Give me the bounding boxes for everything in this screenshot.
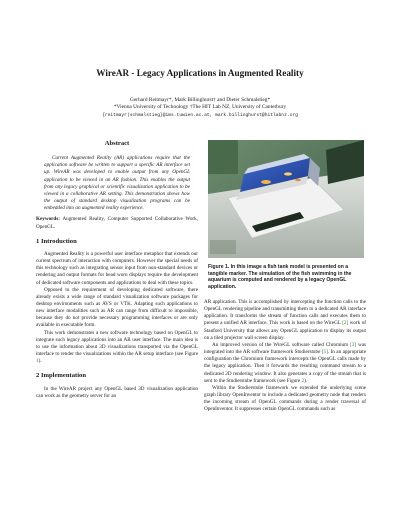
keywords <box>36 216 198 230</box>
intro-paragraph-3-end: ). <box>38 358 42 365</box>
right-paragraph-2-text: An improved version of the WireGL software called Chromium <box>212 341 351 348</box>
section-heading-implementation: 2 Implementation <box>36 372 87 380</box>
author-block <box>0 97 400 119</box>
right-paragraph-2-mid: was integrated into the AR software framework Studierstube <box>204 341 367 356</box>
wall-shadow <box>208 140 238 174</box>
left-column <box>36 140 198 400</box>
citation-3-link[interactable]: [3] <box>350 341 357 348</box>
figure-1-reference-link[interactable]: 1 <box>36 358 39 365</box>
right-paragraph-2 <box>204 342 366 385</box>
intro-paragraph-2: Opposed to the requirement of developing dedicated software, there already exists a wide range of standard visualization software packages for desktop environments such as AVS or VTK. Adapting such applications to new interface modalities such as AR can range from difficult to impossible, because they do not provide necessary programming interfaces or are only available in executable form. <box>36 286 198 329</box>
section-heading-introduction: 1 Introduction <box>36 237 77 245</box>
intro-paragraph-1: Augmented Reality is a powerful user interface metaphor that extends our current spectrum of interaction with computers. However the special needs of this technology such as integrating sensor input from non-standard devices or rendering and output formats for head worn displays require the development of dedicated software components and applications to deal with these topics. <box>36 250 198 286</box>
right-paragraph-1-end: work of Stanford University that allows any OpenGL application to display its output on a tiled projector wall screen display. <box>204 320 367 341</box>
citation-5-link[interactable]: [5] <box>321 349 328 356</box>
abstract-heading: Abstract <box>104 140 130 147</box>
right-paragraph-3: Within the Studierstube framework we extended the underlying scene graph library OpenInventor to include a dedicated geometry node that renders the incoming stream of OpenGL commands during a render traversal of OpenInventor. It suppresses certain OpenGL commands such as <box>204 384 366 413</box>
table-corner-shade <box>210 240 236 254</box>
right-paragraph-1 <box>204 299 366 342</box>
fish-shape-2 <box>284 172 292 175</box>
implementation-paragraph-1: In the WireAR project any OpenGL based 3D visualization application can work as the geometry server for an <box>36 385 198 399</box>
paper-title: WireAR - Legacy Applications in Augmented Reality <box>96 68 304 78</box>
keywords-label: Keywords: <box>36 216 60 223</box>
figure-2-reference-link[interactable]: 2 <box>301 377 305 384</box>
right-paragraph-2-after: . In an appropriate configuration the Chromium framework intercepts the OpenGL calls made by the legacy application. Then it forwards the resulting command stream to a dedicated 2D rendering window. It also generates a copy of the stream that is sent to the Studierstube framework (see Figure <box>204 349 366 384</box>
intro-paragraph-3 <box>36 330 198 366</box>
keywords-text: Augmented Reality, Computer Supported Collaborative Work, OpenGL. <box>36 216 198 230</box>
authors-line: Gerhard Reitmayr*, Mark Billinghurst† and Dieter Schmalstieg* <box>129 97 271 103</box>
fish-shape-1 <box>261 180 271 184</box>
abstract-text: Current Augmented Reality (AR) applications require that the application software be written to support a specific AR interface set up. WireAR was developed to enable output from any OpenGL application to be viewed in an AR fashion. This enables the output from any legacy graphical or scientific visualization application to be viewed in a collaborative AR setting. This demonstration shows how the output of standard desktop visualization programs can be embedded into an augmented reality experience. <box>44 155 190 212</box>
fish-tank-photo-illustration <box>208 140 364 258</box>
affiliation-line: *Vienna University of Technology †The HIT Lab NZ, University of Canterbury <box>113 104 287 111</box>
figure-1-photo <box>208 140 364 258</box>
figure-1-caption: Figure 1. In this image a fish tank model is presented on a tangible marker. The simulation of the fish swimming in the aquarium is computed and rendered by a legacy OpenGL application. <box>208 264 352 290</box>
fish-shape-3 <box>295 179 301 182</box>
citation-2-link[interactable]: [2] <box>342 320 349 327</box>
right-paragraph-2-end: ). <box>304 377 308 384</box>
intro-paragraph-3-text: This work demonstrates a new software technology based on OpenGL to integrate such legacy applications into an AR user interface. The main idea is to use the information about 3D visualizations transported via the OpenGL interface to render the visualizations within the AR setup interface (see Figure <box>36 329 198 358</box>
right-paragraph-1-text: AR application. This is accomplished by intercepting the function calls to the OpenGL rendering pipeline and transmitting them to a dedicated AR interface application. It transforms the stream of function calls and executes them to present a unified AR interface. This work is based on the WireGL <box>204 299 366 327</box>
right-column <box>204 299 366 414</box>
email-line: {reitmayr|schmalstieg}@ims.tuwien.ac.at, mark.billinghurst@hitlabnz.org <box>102 112 298 118</box>
